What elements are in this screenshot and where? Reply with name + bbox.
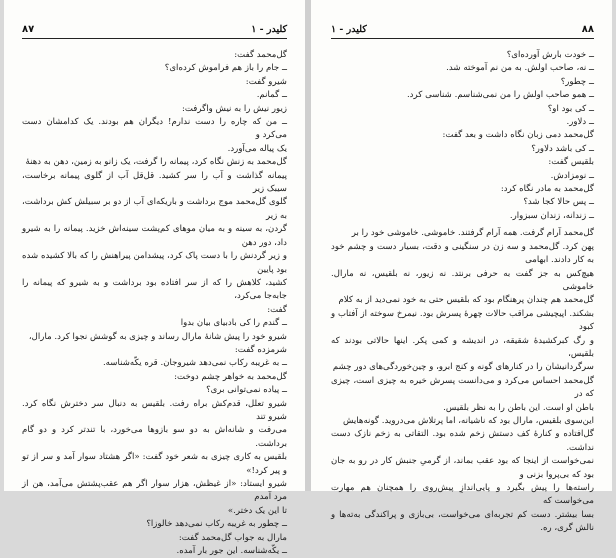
text-line: شرمزده گفت:: [234, 344, 287, 355]
text-line: گل‌افتاده و کنارهٔ کف دستش زخم شده بود. التقاتی به زخم نازک دست نداشت.: [331, 429, 594, 453]
running-title: کلیدر - ۱: [331, 24, 367, 35]
text-line: ــ نه، صاحب اولش. به من نم آموخته شد.: [446, 63, 594, 74]
text-line: هیچ‌کس به جز گفت به حرفی برنتد. نه زیور، نه بلقیس، نه مارال. خاموشی: [331, 268, 594, 292]
text-line: گل‌محمد هم چندان پرهنگام بود که بلقیس حتی به خود نمی‌دید از به کلام: [338, 295, 594, 306]
text-line: بشکند. اپیچیشی مراقب حالات چهرهٔ پسرش بود. نیمرخ سوخته از آفتاب و کبود: [331, 308, 594, 333]
text-line: پهن کرد. گل‌محمد و سه زن در سنگینی و دقت، بسیار دست و چشم خود به کار دادند. ابهامی: [331, 241, 594, 266]
left-page: [4, 0, 305, 557]
text-line: ــ گندم را کی بادبیای بیان بدوا: [180, 318, 287, 329]
text-line: گل‌محمد به مادر نگاه کرد:: [500, 184, 594, 195]
text-line: گل‌محمد گفت:: [234, 50, 287, 60]
text-line: ــ کی بود او؟: [547, 103, 594, 114]
text-line: باطن او است. این باطن را به نظر بلقیس.: [443, 402, 594, 413]
text-line: ــ چطور به غریبه رکاب نمی‌دهد خالو‌زا؟: [146, 519, 287, 530]
text-line: بسا بیشتر. دست کم تجربه‌ای می‌خواست، بی‌بازی و پراکندگی به‌ته‌ها و نالش گری، ره.: [331, 509, 594, 534]
text-line: ــ دلاور.: [566, 117, 594, 128]
text-line: راسته‌ها را پیش بگیرد و پایی‌اندازِ پیش‌روی را همچنان هم مهارت می‌خواست که: [331, 483, 594, 507]
text-line: ــ چطور؟: [560, 76, 594, 87]
text-line: ــ به غریبه رکاب نمی‌دهد شیرو‌جان. قره یکّه‌شناسه.: [102, 358, 287, 369]
text-line: بلقیس گفت:: [548, 157, 594, 168]
page-header: [331, 24, 594, 39]
page-header: [22, 24, 287, 39]
text-line: ــ کی باشد دلاور؟: [531, 143, 594, 154]
text-line: شیرو گفت:: [245, 76, 287, 87]
page-body: [22, 49, 287, 558]
text-line: تا این یک دختر.»: [227, 505, 287, 516]
text-line: ــ من که چاره را دست ندارم! دیگران هم بودند. یک کدامشان دست می‌کرد و: [22, 117, 287, 141]
text-line: ــ زندانه، زندان سبزوار.: [509, 210, 594, 221]
text-line: ــ نومزادش.: [550, 170, 594, 181]
text-line: ــ پس حالا کجا شد؟: [523, 197, 594, 208]
text-line: گل‌محمد آرام گرفت. همه آرام گرفتند. خاموشی. خاموشی خود را بر: [351, 228, 594, 239]
text-line: ــ جام را باز هم فراموش کرده‌ای؟: [164, 63, 287, 74]
text-line: ــ پیاده نمی‌توانی بری؟: [206, 385, 287, 396]
text-line: ــ خودت بارش آورده‌ای؟: [506, 50, 594, 60]
text-line: شیرو خود را پیش شانهٔ مارال رساند و چیزی به گوشش نجوا کرد. مارال،: [28, 331, 287, 342]
running-title: کلیدر - ۱: [251, 24, 287, 35]
text-line: و رگ کبرکشیدهٔ شقیقه، در اندیشه و کمی پکر. اینها حالاتی بودند که بلقیس،: [331, 335, 594, 359]
text-line: گل‌محمد احساس می‌کرد و می‌دانست پسرش خیره به چیزی است، چیزی که در: [331, 375, 594, 400]
text-line: ــ یکّه‌شناسه. این جور بار آمده.: [176, 546, 287, 557]
text-line: ــ گمانم.: [256, 90, 287, 101]
text-line: یک پیاله می‌آورد.: [227, 143, 287, 154]
text-line: گل‌محمد به خواهر چشم دوخت:: [174, 371, 287, 382]
page-body: [331, 49, 594, 536]
right-page: [311, 0, 612, 534]
text-line: گفت:: [267, 304, 287, 315]
text-line: ــ همو صاحب اولش را من نمی‌شناسم. شناسی کرد.: [406, 90, 594, 101]
text-line: پیمانه گذاشت و آب را سر کشید. قل‌قل آب از گلوی پیمانه برخاست، سیبک زیر: [22, 170, 287, 195]
text-line: مارال به جواب گل‌محمد گفت:: [178, 532, 287, 543]
text-line: شیرو تعلل، قدم‌کش براه رفت. بلقیس به دنبال سر دخترش نگاه کرد. شیرو تند: [22, 398, 287, 422]
text-line: گردن، به سینه و به میان موهای کم‌پشت سینه‌اش خزید. پیمانه را به شیرو داد، دور دهن: [22, 224, 287, 248]
text-line: نمی‌خواست از اینجا که بود عقب بماند، از گرمیِ جنبش کار در رو به جان بود که بی‌پروا بزنی و: [331, 456, 594, 480]
text-line: می‌رفت و شانه‌اش به دو سو بازوها می‌خورد، با تندتر کرد و دو گام برداشت.: [22, 425, 287, 449]
text-line: زیور نیش را به نیش واگرفت:: [181, 103, 287, 114]
page-number: ٨٨: [581, 24, 594, 35]
text-line: این‌سوی بلقیس، مارال بود که ناشیانه، اما پرتلاش می‌دروید. گونه‌هایش: [342, 415, 594, 426]
text-line: و زیر گردنش را با دست پاک کرد، پیشدامن پیراهنش را که بالا کشیده شده بود پایین: [22, 251, 287, 275]
text-line: کشید، کلاهش را که از سر افتاده بود برداشت و به شیرو که پیمانه را جابه‌جا می‌کرد،: [22, 277, 287, 302]
text-line: شیرو ایستاد: «از غیظش، هزار سوار اگر هم عقب‌پشتش می‌آمد، هن از مرد آمدم: [22, 479, 287, 503]
text-line: گل‌محمد دمی زبان نگاه داشت و بعد گفت:: [442, 130, 594, 141]
page-number: ٨٧: [22, 24, 35, 35]
text-line: بلقیس به کاری چیزی به شعر خود گفت: «اگر هشتاد سوار آمد و سر از تو و پیر کرد!»: [22, 452, 287, 476]
text-line: گلوی گل‌محمد موج برداشت و باریکه‌ای آب از دو بر سبیلش کش برداشت، به زیر: [22, 197, 287, 221]
text-line: سرگردانیشان را در کنارهای گونه و کنج ابرو، و چین‌خوردگی‌های دور چشم: [332, 362, 594, 373]
text-line: گل‌محمد به زنش نگاه کرد، پیمانه را گرفت، یک زانو به زمین، دهن به دهنهٔ: [25, 157, 287, 168]
